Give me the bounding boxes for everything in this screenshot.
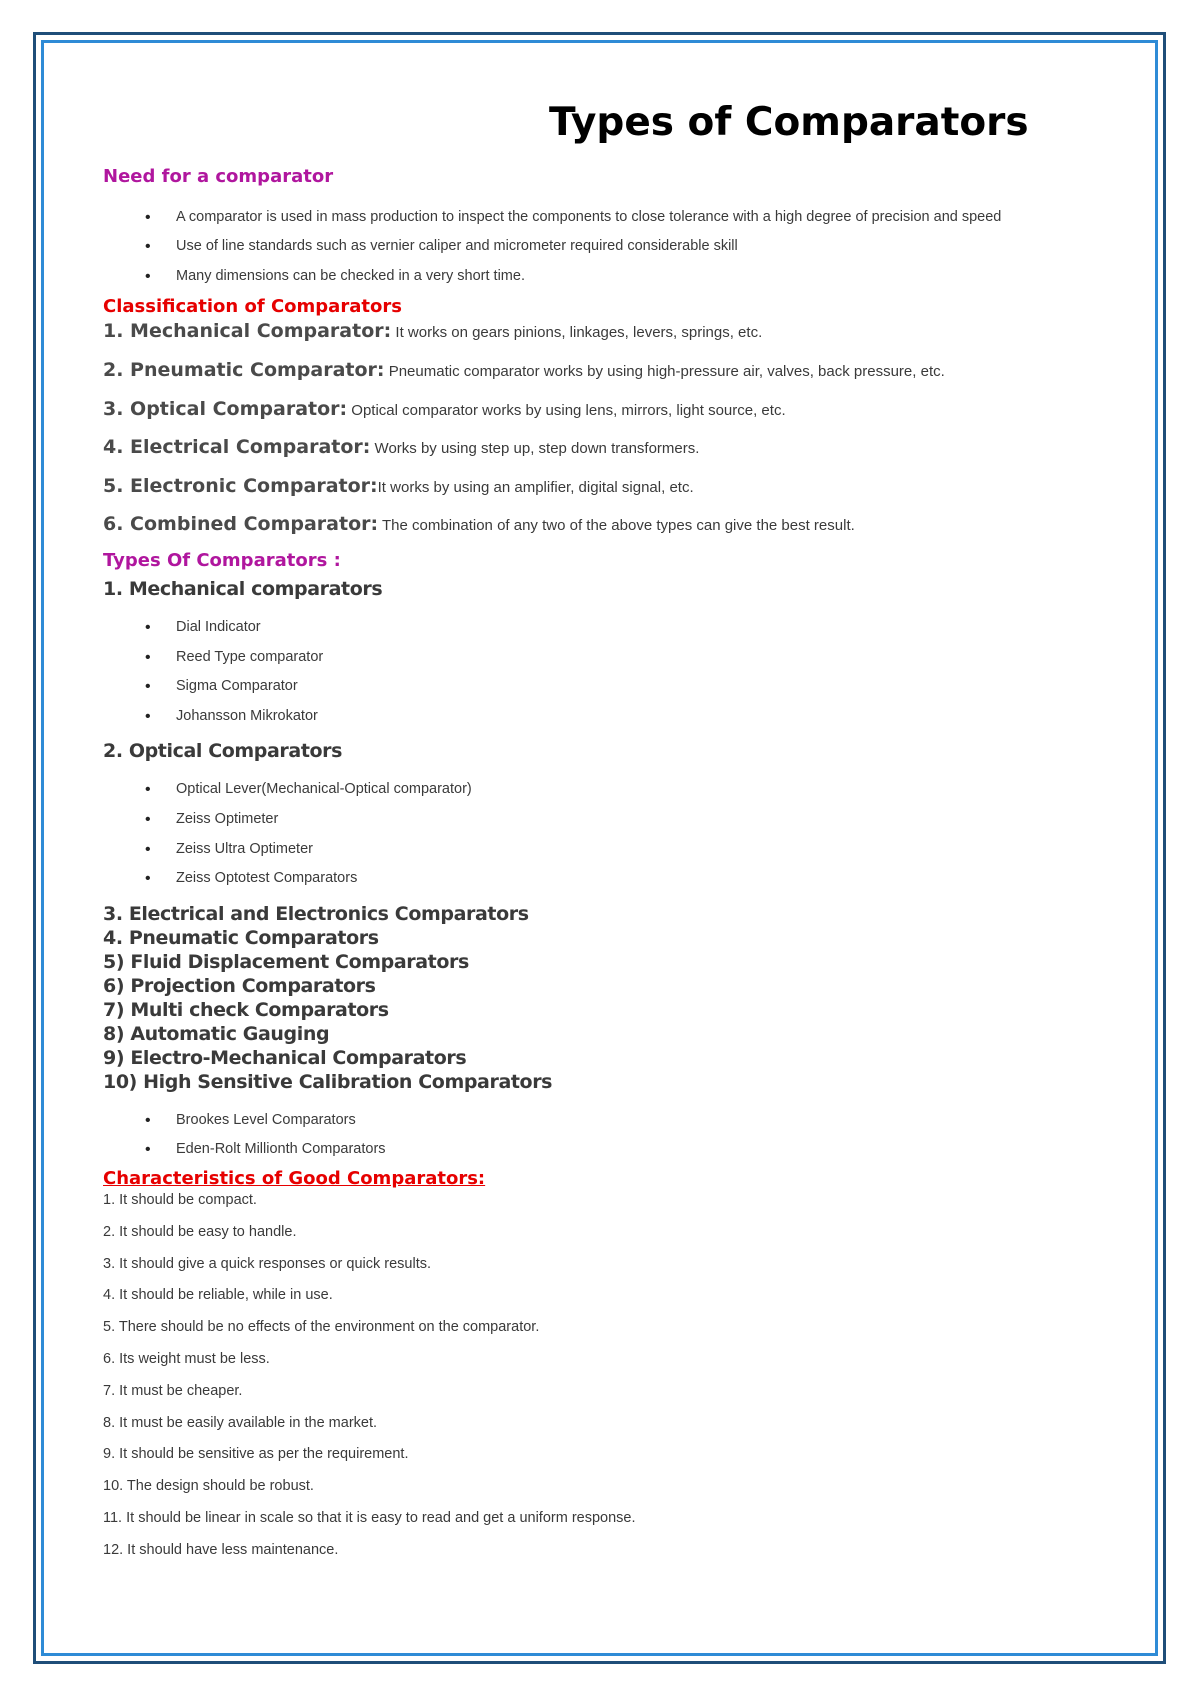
bullet-icon: • <box>145 678 151 696</box>
bullet-icon: • <box>145 707 151 725</box>
characteristics-list <box>103 1185 1103 1567</box>
classification-heading: Classification of Comparators <box>103 296 402 318</box>
list-item: 10. The design should be robust. <box>103 1478 314 1495</box>
list-item: • Zeiss Optotest Comparators <box>145 864 1103 894</box>
list-item: • Use of line standards such as vernier caliper and micrometer required considerable skill <box>145 232 1103 262</box>
document-content <box>103 98 1103 1567</box>
page-title: Types of Comparators <box>549 100 1029 145</box>
list-item: 2. It should be easy to handle. <box>103 1223 297 1240</box>
type-heading: 8) Automatic Gauging <box>103 1022 330 1045</box>
list-item: 3. It should give a quick responses or quick results. <box>103 1255 432 1272</box>
type-heading: 6) Projection Comparators <box>103 974 376 997</box>
bullet-icon: • <box>145 870 151 888</box>
need-list <box>103 203 1103 292</box>
list-item: • Many dimensions can be checked in a very short time. <box>145 262 1103 292</box>
bullet-icon: • <box>145 619 151 637</box>
bullet-icon: • <box>145 1111 151 1129</box>
bullet-icon: • <box>145 1141 151 1159</box>
list-item: • A comparator is used in mass production to inspect the components to close tolerance with a high degree of precision and speed <box>145 203 1103 233</box>
list-item: 5. There should be no effects of the environment on the comparator. <box>103 1319 540 1336</box>
list-item: • Sigma Comparator <box>145 672 1103 702</box>
list-item: 7. It must be cheaper. <box>103 1382 243 1399</box>
bullet-icon: • <box>145 208 151 226</box>
other-types-list <box>103 902 1103 1094</box>
list-item: 8. It must be easily available in the market. <box>103 1414 378 1431</box>
bullet-icon: • <box>145 811 151 828</box>
list-item: • Zeiss Ultra Optimeter <box>145 835 1103 865</box>
list-item: 4. It should be reliable, while in use. <box>103 1287 333 1304</box>
types-section <box>103 549 1103 1165</box>
classification-item: 2. Pneumatic Comparator: Pneumatic comparator works by using high-pressure air, valves, back pressure, etc. <box>103 359 945 382</box>
classification-item: 4. Electrical Comparator: Works by using step up, step down transformers. <box>103 436 700 459</box>
bullet-icon: • <box>145 648 151 666</box>
list-item: • Reed Type comparator <box>145 643 1103 673</box>
classification-item: 3. Optical Comparator: Optical comparator works by using lens, mirrors, light source, etc. <box>103 397 786 420</box>
type-heading: 4. Pneumatic Comparators <box>103 926 379 949</box>
need-heading: Need for a comparator <box>103 165 334 187</box>
list-item: • Zeiss Optimeter <box>145 805 1103 835</box>
characteristics-section <box>103 1167 1103 1567</box>
classification-section <box>103 295 1103 545</box>
characteristics-heading: Characteristics of Good Comparators: <box>103 1167 486 1189</box>
mechanical-heading: 1. Mechanical comparators <box>103 578 383 601</box>
bullet-icon: • <box>145 267 151 285</box>
mechanical-list <box>103 613 1103 731</box>
type-heading: 7) Multi check Comparators <box>103 998 389 1021</box>
classification-item: 1. Mechanical Comparator: It works on gears pinions, linkages, levers, springs, etc. <box>103 320 763 343</box>
list-item: • Brookes Level Comparators <box>145 1106 1103 1136</box>
optical-heading: 2. Optical Comparators <box>103 740 343 763</box>
type-heading: 10) High Sensitive Calibration Comparators <box>103 1070 553 1093</box>
list-item: 6. Its weight must be less. <box>103 1350 270 1367</box>
list-item: • Johansson Mikrokator <box>145 702 1103 732</box>
classification-item: 5. Electronic Comparator:It works by using an amplifier, digital signal, etc. <box>103 474 694 497</box>
list-item: 11. It should be linear in scale so that it is easy to read and get a uniform response. <box>103 1509 636 1526</box>
optical-list <box>103 775 1103 893</box>
classification-list <box>103 313 1103 545</box>
list-item: • Optical Lever(Mechanical-Optical comparator) <box>145 775 1103 805</box>
types-heading: Types Of Comparators : <box>103 550 341 572</box>
type-heading: 9) Electro-Mechanical Comparators <box>103 1046 467 1069</box>
list-item: • Dial Indicator <box>145 613 1103 643</box>
classification-item: 6. Combined Comparator: The combination of any two of the above types can give the best result. <box>103 513 855 536</box>
list-item: • Eden-Rolt Millionth Comparators <box>145 1135 1103 1165</box>
list-item: 1. It should be compact. <box>103 1191 257 1208</box>
type-heading: 5) Fluid Displacement Comparators <box>103 950 469 973</box>
need-section <box>103 165 1103 292</box>
list-item: 9. It should be sensitive as per the requirement. <box>103 1446 409 1463</box>
calibration-list <box>103 1106 1103 1165</box>
bullet-icon: • <box>145 840 151 858</box>
bullet-icon: • <box>145 781 151 799</box>
type-heading: 3. Electrical and Electronics Comparators <box>103 902 529 925</box>
bullet-icon: • <box>145 238 151 256</box>
list-item: 12. It should have less maintenance. <box>103 1541 339 1558</box>
